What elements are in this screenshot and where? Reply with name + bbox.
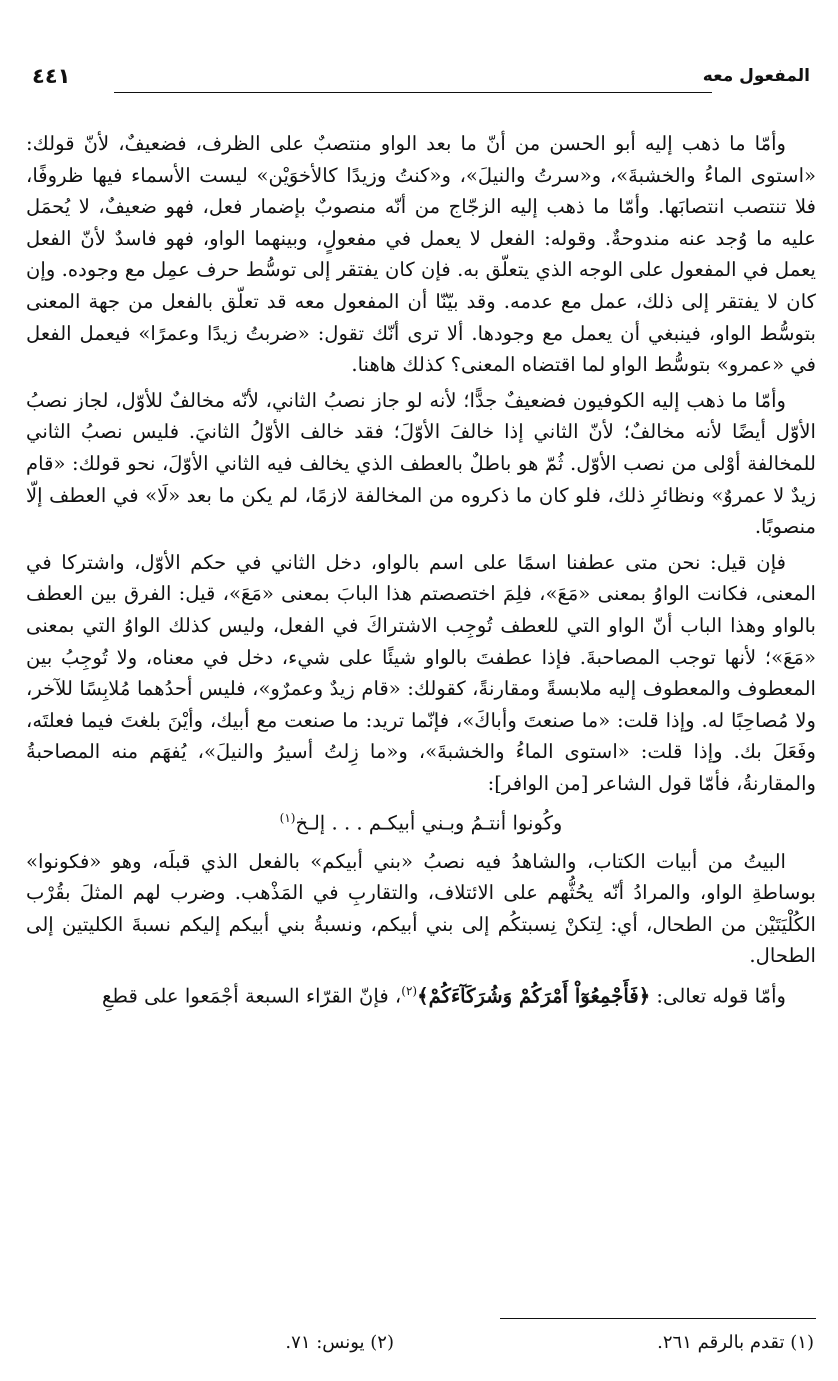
paragraph-1: وأمّا ما ذهب إليه أبو الحسن من أنّ ما بعد الواو منتصبٌ على الظرف، فضعيفٌ، لأنّ قولك: «استوى الماءُ والخشبةَ»، و«سرتُ والنيلَ»، و«كنتُ وزيدًا كالأخوَيْن» ليست الأسماء فيها ظروفًا، فلا تنتصب انتصابَها. وأمّا ما ذهب إليه الزجّاج من أنّه منصوبٌ بإضمار فعل، فهو ضعيفٌ، لا يُحمَل عليه ما وُجد عنه مندوحةٌ. وقوله: الفعل لا يعمل في مفعولٍ، وبينهما الواو، فهو فاسدٌ لأنّ الفعل يعمل في المفعول على الوجه الذي يتعلّق به. فإن كان يفتقر إلى توسُّط حرف عمِل مع وجوده. وإن كان لا يفتقر إلى ذلك، عمل مع عدمه. وقد بيّنّا أن المفعول معه قد تعلّق بالفعل من جهة المعنى بتوسُّط الواو، فينبغي أن يعمل مع وجودها. ألا ترى أنّك تقول: «ضربتُ زيدًا وعمرًا» فيعمل الفعل في «عمرو» بتوسُّط الواو لما اقتضاه المعنى؟ كذلك هاهنا.	[26, 132, 816, 377]
last-para-start: وأمّا قوله تعالى:	[650, 984, 786, 1008]
poetry-verse	[26, 803, 816, 839]
paragraph-4: البيتُ من أبيات الكتاب، والشاهدُ فيه نصبُ «بني أبيكم» بالفعل الذي قبلَه، وهو «فكونوا» بوساطةِ الواو، والمرادُ أنّه يحُثُّهم على الائتلاف، والتقاربِ في المَذْهب. وضرب لهم المثلَ بقُرْب الكُلْيَتَيْن من الطحال، أي: لِتكنْ نِسبتكُم إلى بني أبيكم، ونسبةُ بني أبيكم إليكم نسبةَ الكليتين إلى الطحال.	[26, 849, 816, 968]
footnotes	[26, 1332, 814, 1362]
paragraph-2: وأمّا ما ذهب إليه الكوفيون فضعيفٌ جدًّا؛ لأنه لو جاز نصبُ الثاني، لأنّه مخالفٌ للأوّل، لجاز نصبُ الأوّل أيضًا لأنه مخالفٌ؛ لأنّ الثاني إذا خالفَ الأوّلَ؛ فقد خالف الأوّلُ الثانيَ. فليس نصبُ الثاني للمخالفة أوْلى من نصب الأوّل. ثُمّ هو باطلٌ بالعطف الذي يخالف فيه الثاني الأوّلَ، نحو قولك: «قام زيدٌ لا عمروٌ» ونظائرِ ذلك، فلو كان ما ذكروه من المخالفة لازمًا، لم يكن ما بعد «لَا» في العطف إلّا منصوبًا.	[26, 388, 816, 539]
header-rule	[114, 92, 712, 93]
main-text	[26, 128, 816, 1014]
chapter-title: المفعول معه	[702, 66, 810, 86]
footnote-2: (٢) يونس: ٧١.	[285, 1332, 394, 1353]
paragraph-3: فإن قيل: نحن متى عطفنا اسمًا على اسم بالواو، دخل الثاني في حكم الأوّل، واشتركا في المعنى، فكانت الواوُ بمعنى «مَعَ»، فلِمَ اختصصتم هذا البابَ بمعنى «مَعَ»، قيل: الفرق بين العطف بالواو وهذا الباب أنّ الواو التي للعطف تُوجِب الاشتراكَ في الفعل، وليس كذلك الواوُ التي بمعنى «مَعَ»؛ لأنها توجب المصاحبةَ. فإذا عطفتَ بالواو شيئًا على شيء، دخل في معناه، ولا تُوجِبُ بين المعطوف والمعطوف إليه ملابسةً ومقارنةً، كقولك: «قام زيدٌ وعمرٌو»، فليس أحدُهما مُلابِسًا للآخر، ولا مُصاحِبًا له. وإذا قلت: «ما صنعتَ وأباكَ»، فإنّما تريد: ما صنعت مع أبيك، وأيْنَ بلغتَ فيما فعلتَه، وفَعَلَ بك. وإذا قلت: «استوى الماءُ والخشبةَ»، و«ما زِلتُ أسيرُ والنيلَ»، يُفهَم منه المصاحبةُ والمقارنةُ، فأمّا قول الشاعر [من الوافر]:	[26, 550, 816, 795]
quran-quote: ﴿فَأَجْمِعُوٓاْ أَمْرَكُمْ وَشُرَكَآءَكُمْ﴾	[417, 984, 651, 1008]
footnote-rule	[500, 1318, 816, 1319]
footnote-ref-1: (١)	[279, 811, 296, 826]
footnote-ref-2: (٢)	[401, 983, 418, 998]
page-number: ٤٤١	[32, 64, 71, 88]
paragraph-5	[26, 976, 816, 1012]
verse-text: وكُونوا أنتـمُ وبـني أبيكـم . . . إلـخ	[295, 812, 563, 835]
last-para-end: ، فإنّ القرّاء السبعة أجْمَعوا على قطعِ	[102, 984, 402, 1008]
footnote-1: (١) تقدم بالرقم ٢٦١.	[657, 1332, 814, 1353]
page-header	[28, 66, 810, 98]
